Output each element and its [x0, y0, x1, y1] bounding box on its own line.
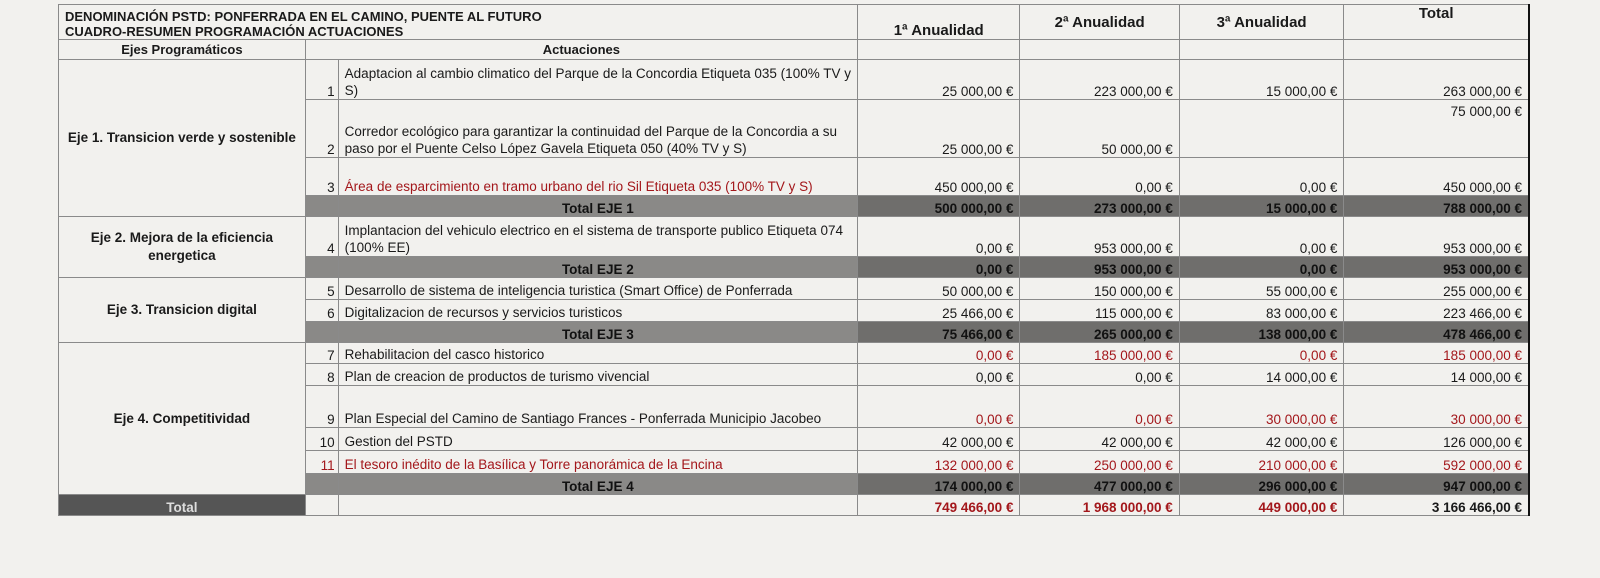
cell-total: 30 000,00 € [1344, 386, 1529, 428]
cell-a3: 210 000,00 € [1179, 451, 1344, 474]
grand-total-total: 3 166 466,00 € [1344, 495, 1529, 516]
cell-a2: 0,00 € [1020, 386, 1179, 428]
cell-a3: 0,00 € [1179, 158, 1344, 196]
cell-a2: 50 000,00 € [1020, 100, 1179, 158]
cell-a2: 223 000,00 € [1020, 60, 1179, 100]
row-actuacion: Plan Especial del Camino de Santiago Frances - Ponferrada Municipio Jacobeo [338, 386, 857, 428]
cell-a2: 0,00 € [1020, 364, 1179, 386]
grand-total-row [59, 495, 1530, 516]
col-ejes-header: Ejes Programáticos [59, 40, 306, 60]
col-a3-header: 3ª Anualidad [1179, 5, 1344, 40]
cell-a3: 83 000,00 € [1179, 300, 1344, 322]
row-index: 2 [305, 100, 338, 158]
total-total: 947 000,00 € [1344, 474, 1529, 495]
cell-a1: 0,00 € [857, 386, 1019, 428]
eje-2-label: Eje 2. Mejora de la eficiencia energetica [59, 217, 306, 278]
col-total-header: Total [1344, 5, 1529, 40]
cell-a2: 185 000,00 € [1020, 343, 1179, 364]
cell-a3: 30 000,00 € [1179, 386, 1344, 428]
row-index: 7 [305, 343, 338, 364]
row-actuacion: Desarrollo de sistema de inteligencia turistica (Smart Office) de Ponferrada [338, 278, 857, 300]
cell-a2: 115 000,00 € [1020, 300, 1179, 322]
grand-total-label: Total [59, 495, 306, 516]
total-a1: 174 000,00 € [857, 474, 1019, 495]
grand-total-a2: 1 968 000,00 € [1020, 495, 1179, 516]
cell-total: 75 000,00 € [1344, 100, 1529, 158]
eje-3-label: Eje 3. Transicion digital [59, 278, 306, 343]
grand-total-a3: 449 000,00 € [1179, 495, 1344, 516]
total-a3: 15 000,00 € [1179, 196, 1344, 217]
total-a2: 265 000,00 € [1020, 322, 1179, 343]
cell-total: 185 000,00 € [1344, 343, 1529, 364]
cell-total: 126 000,00 € [1344, 428, 1529, 451]
cell-a1: 25 000,00 € [857, 100, 1019, 158]
cell-total: 14 000,00 € [1344, 364, 1529, 386]
total-a1: 500 000,00 € [857, 196, 1019, 217]
denominacion-text: DENOMINACIÓN PSTD: PONFERRADA EN EL CAMINO, PUENTE AL FUTURO [65, 9, 542, 24]
row-actuacion: Digitalizacion de recursos y servicios turisticos [338, 300, 857, 322]
row-index: 1 [305, 60, 338, 100]
cell-a2: 250 000,00 € [1020, 451, 1179, 474]
row-actuacion: Área de esparcimiento en tramo urbano del rio Sil Etiqueta 035 (100% TV y S) [338, 158, 857, 196]
row-index: 10 [305, 428, 338, 451]
eje-4-label: Eje 4. Competitividad [59, 343, 306, 495]
row-actuacion: El tesoro inédito de la Basílica y Torre panorámica de la Encina [338, 451, 857, 474]
row-actuacion: Implantacion del vehiculo electrico en el sistema de transporte publico Etiqueta 074 (100% EE) [338, 217, 857, 257]
cell-total: 223 466,00 € [1344, 300, 1529, 322]
cell-total: 953 000,00 € [1344, 217, 1529, 257]
cell-a1: 0,00 € [857, 364, 1019, 386]
cell-a2: 0,00 € [1020, 158, 1179, 196]
cell-total: 592 000,00 € [1344, 451, 1529, 474]
cell-a1: 132 000,00 € [857, 451, 1019, 474]
cuadro-text: CUADRO-RESUMEN PROGRAMACIÓN ACTUACIONES [65, 24, 404, 39]
cell-a2: 953 000,00 € [1020, 217, 1179, 257]
total-a1: 0,00 € [857, 257, 1019, 278]
cell-a1: 450 000,00 € [857, 158, 1019, 196]
cell-a3: 14 000,00 € [1179, 364, 1344, 386]
row-actuacion: Plan de creacion de productos de turismo vivencial [338, 364, 857, 386]
summary-table [58, 4, 1530, 516]
grand-total-a1: 749 466,00 € [857, 495, 1019, 516]
cell-a2: 150 000,00 € [1020, 278, 1179, 300]
table-row [59, 217, 1530, 257]
cell-a3: 55 000,00 € [1179, 278, 1344, 300]
cell-total: 263 000,00 € [1344, 60, 1529, 100]
row-index: 11 [305, 451, 338, 474]
table-row [59, 343, 1530, 364]
cell-a3: 0,00 € [1179, 343, 1344, 364]
cell-total: 255 000,00 € [1344, 278, 1529, 300]
cell-a1: 25 000,00 € [857, 60, 1019, 100]
eje-total-label: Total EJE 4 [338, 474, 857, 495]
cell-a3: 0,00 € [1179, 217, 1344, 257]
total-a2: 477 000,00 € [1020, 474, 1179, 495]
total-a2: 273 000,00 € [1020, 196, 1179, 217]
row-actuacion: Gestion del PSTD [338, 428, 857, 451]
col-a1-header: 1ª Anualidad [857, 5, 1019, 40]
total-a3: 296 000,00 € [1179, 474, 1344, 495]
row-index: 9 [305, 386, 338, 428]
cell-a1: 50 000,00 € [857, 278, 1019, 300]
row-actuacion: Corredor ecológico para garantizar la continuidad del Parque de la Concordia a su paso por el Puente Celso López Gavela Etiqueta 050 (40% TV y S) [338, 100, 857, 158]
row-index: 5 [305, 278, 338, 300]
total-total: 478 466,00 € [1344, 322, 1529, 343]
cell-total: 450 000,00 € [1344, 158, 1529, 196]
cell-a1: 0,00 € [857, 343, 1019, 364]
total-a1: 75 466,00 € [857, 322, 1019, 343]
total-a3: 138 000,00 € [1179, 322, 1344, 343]
row-index: 3 [305, 158, 338, 196]
total-total: 788 000,00 € [1344, 196, 1529, 217]
row-index: 4 [305, 217, 338, 257]
total-total: 953 000,00 € [1344, 257, 1529, 278]
cell-a2: 42 000,00 € [1020, 428, 1179, 451]
eje-total-label: Total EJE 2 [338, 257, 857, 278]
cell-a1: 0,00 € [857, 217, 1019, 257]
row-actuacion: Rehabilitacion del casco historico [338, 343, 857, 364]
table-row [59, 60, 1530, 100]
total-a3: 0,00 € [1179, 257, 1344, 278]
cell-a3: 42 000,00 € [1179, 428, 1344, 451]
eje-1-label: Eje 1. Transicion verde y sostenible [59, 60, 306, 217]
row-index: 8 [305, 364, 338, 386]
cell-a3 [1179, 100, 1344, 158]
total-a2: 953 000,00 € [1020, 257, 1179, 278]
col-actuaciones-header: Actuaciones [305, 40, 857, 60]
eje-total-label: Total EJE 1 [338, 196, 857, 217]
col-a2-header: 2ª Anualidad [1020, 5, 1179, 40]
table-row [59, 278, 1530, 300]
row-actuacion: Adaptacion al cambio climatico del Parque de la Concordia Etiqueta 035 (100% TV y S) [338, 60, 857, 100]
eje-total-label: Total EJE 3 [338, 322, 857, 343]
row-index: 6 [305, 300, 338, 322]
cell-a1: 42 000,00 € [857, 428, 1019, 451]
cell-a3: 15 000,00 € [1179, 60, 1344, 100]
cell-a1: 25 466,00 € [857, 300, 1019, 322]
header-title-cell [59, 5, 858, 40]
